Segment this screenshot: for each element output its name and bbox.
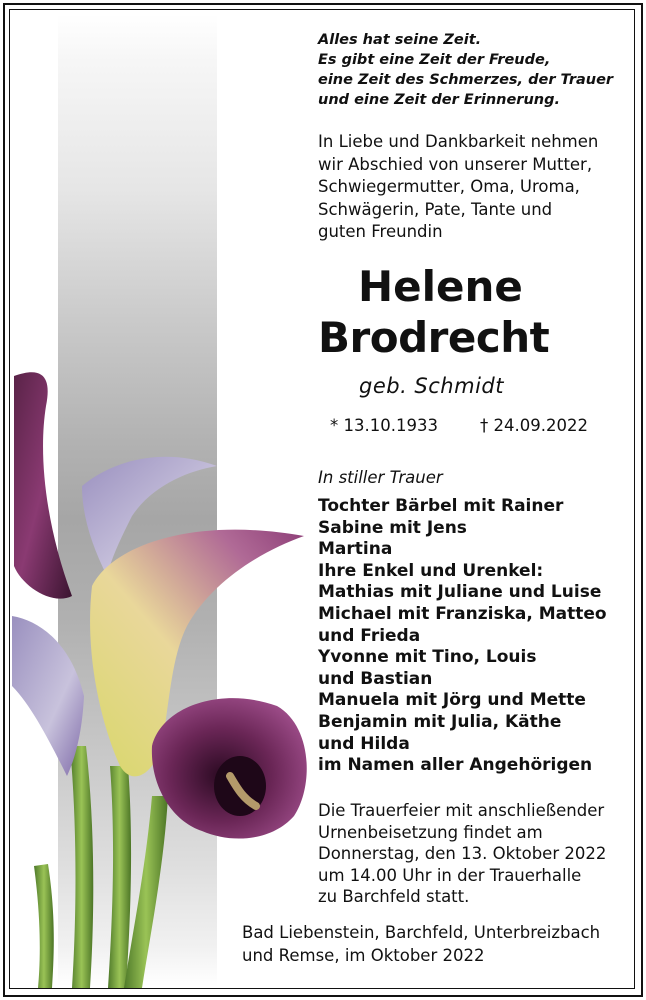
- ceremony-info: [318, 800, 618, 908]
- family-line: Sabine mit Jens: [318, 517, 467, 538]
- family-line: und Frieda: [318, 625, 421, 646]
- family-line: Tochter Bärbel mit Rainer: [318, 496, 564, 516]
- family-line: im Namen aller Angehörigen: [318, 755, 593, 776]
- motto-line: und eine Zeit der Erinnerung.: [318, 92, 560, 108]
- place-and-date: [242, 922, 600, 967]
- intro-text: [318, 131, 618, 244]
- motto-verse: [318, 30, 618, 110]
- ceremony-line: um 14.00 Uhr in der Trauerhalle: [318, 865, 582, 885]
- family-line: Benjamin mit Julia, Käthe: [318, 711, 562, 732]
- intro-line: wir Abschied von unserer Mutter,: [318, 154, 593, 174]
- ceremony-line: Urnenbeisetzung findet am: [318, 822, 543, 842]
- calla-lily-illustration: [12, 366, 317, 988]
- intro-line: In Liebe und Dankbarkeit nehmen: [318, 132, 599, 151]
- family-line: und Bastian: [318, 668, 433, 689]
- death-date: † 24.09.2022: [480, 416, 588, 435]
- ceremony-line: zu Barchfeld statt.: [318, 887, 470, 906]
- family-line: Ihre Enkel und Urenkel:: [318, 560, 544, 581]
- family-line: Manuela mit Jörg und Mette: [318, 690, 586, 711]
- ceremony-line: Donnerstag, den 13. Oktober 2022: [318, 844, 607, 863]
- place-line: und Remse, im Oktober 2022: [242, 945, 485, 965]
- birth-name: geb. Schmidt: [359, 374, 504, 398]
- motto-line: Alles hat seine Zeit.: [318, 32, 482, 48]
- family-line: Yvonne mit Tino, Louis: [318, 647, 537, 668]
- intro-line: Schwiegermutter, Oma, Uroma,: [318, 177, 580, 196]
- intro-line: guten Freundin: [318, 222, 443, 241]
- birth-date: * 13.10.1933: [330, 416, 438, 435]
- motto-line: Es gibt eine Zeit der Freude,: [318, 52, 551, 68]
- family-line: Michael mit Franziska, Matteo: [318, 603, 607, 624]
- deceased-last-name: Brodrecht: [318, 313, 550, 362]
- family-list: [318, 496, 618, 777]
- family-line: Martina: [318, 539, 393, 560]
- ceremony-line: Die Trauerfeier mit anschließender: [318, 801, 605, 820]
- family-line: Mathias mit Juliane und Luise: [318, 582, 602, 603]
- motto-line: eine Zeit des Schmerzes, der Trauer: [318, 72, 614, 88]
- deceased-first-name: Helene: [358, 262, 523, 311]
- place-line: Bad Liebenstein, Barchfeld, Unterbreizbach: [242, 923, 601, 942]
- mourning-label: In stiller Trauer: [318, 468, 443, 487]
- intro-line: Schwägerin, Pate, Tante und: [318, 199, 553, 219]
- family-line: und Hilda: [318, 733, 410, 754]
